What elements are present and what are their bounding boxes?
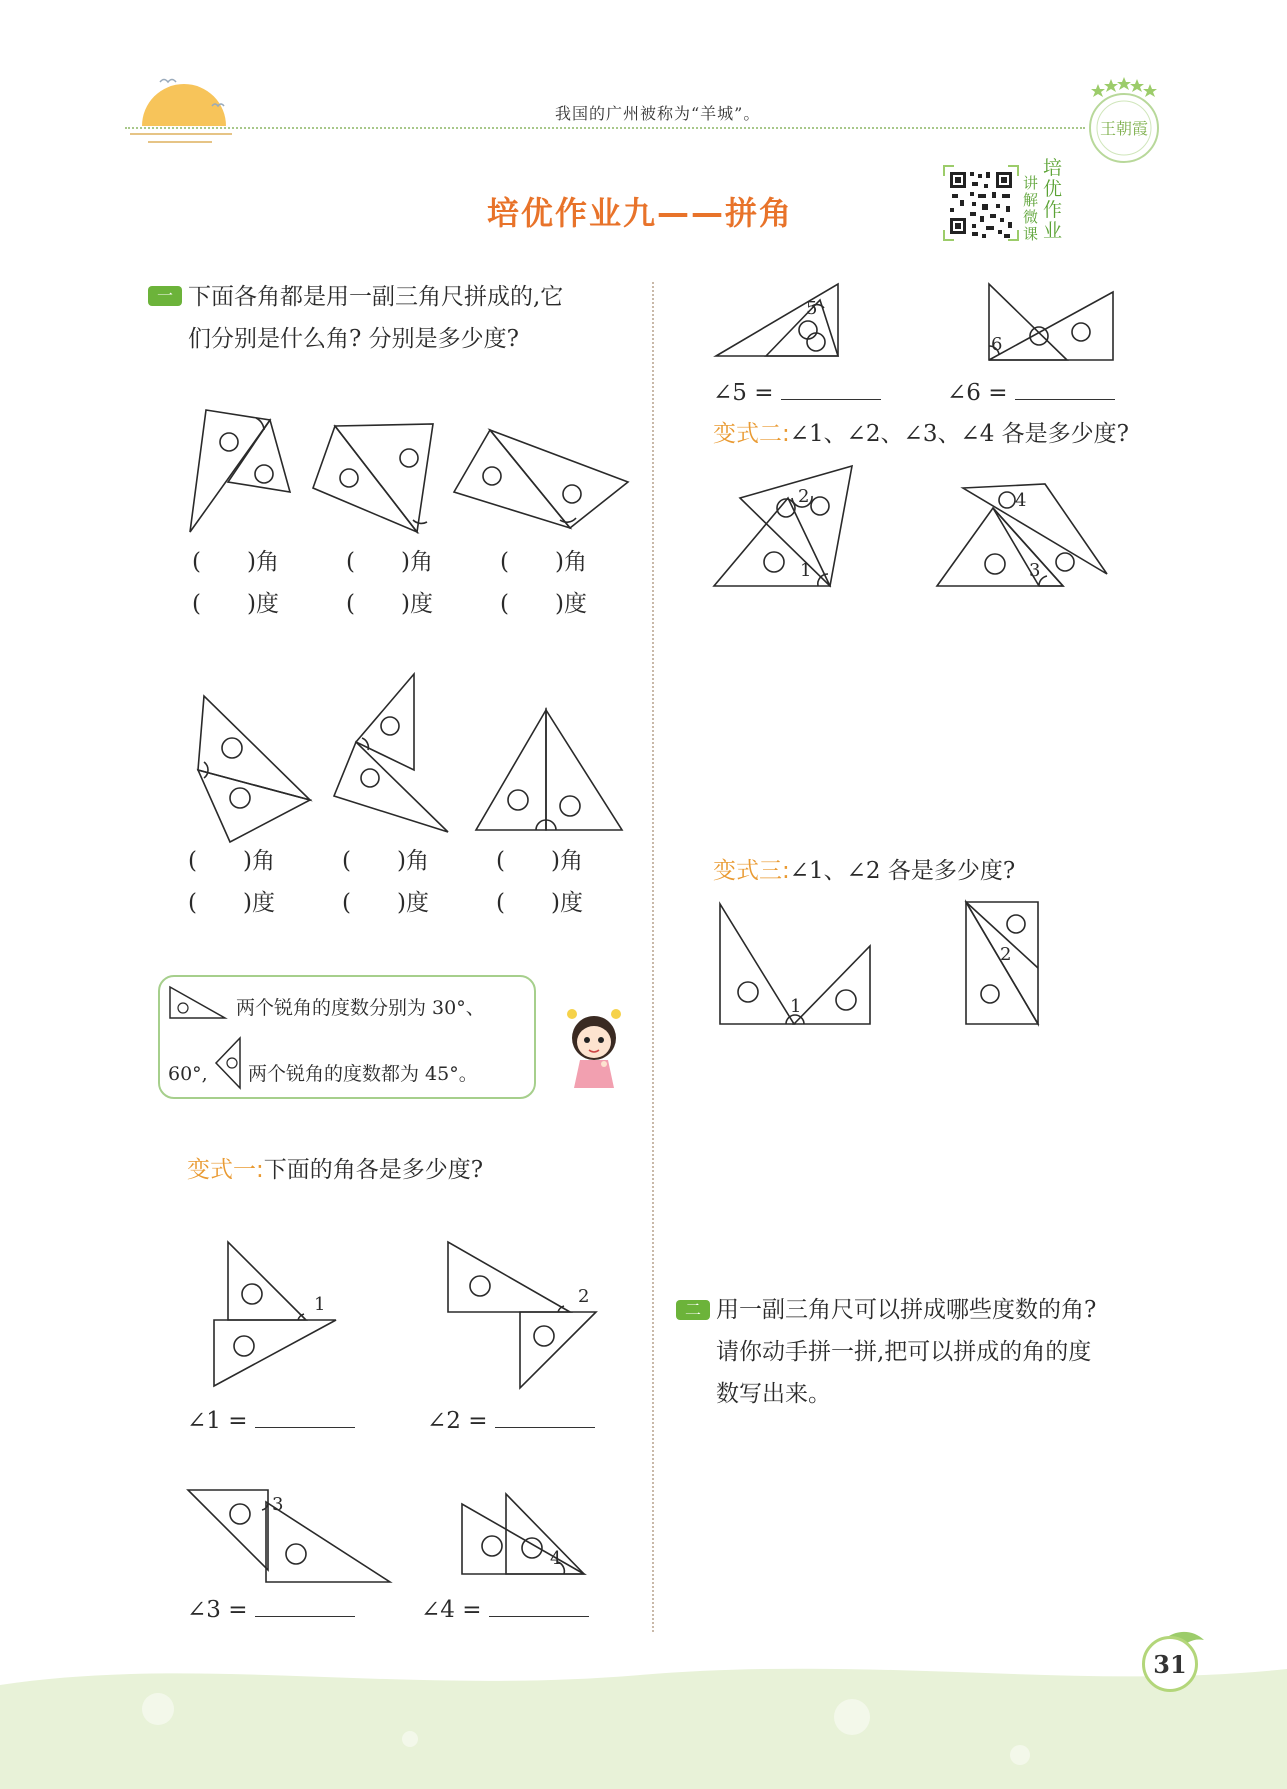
- variant-one-label: 变式一:: [187, 1157, 264, 1183]
- section-one-question-line1: 下面各角都是用一副三角尺拼成的,它: [188, 284, 564, 310]
- section-two-line1: 用一副三角尺可以拼成哪些度数的角?: [716, 1297, 1097, 1323]
- hint-text-line2-prefix: 60°,: [168, 1063, 208, 1085]
- set-square-figure-a: [180, 400, 300, 540]
- variant-one-figure-2: [446, 1238, 606, 1393]
- 30-60-triangle-icon: [167, 984, 229, 1022]
- variant-three-figure-left: [716, 900, 876, 1028]
- answer-angle-type-4[interactable]: ( )角: [188, 848, 275, 874]
- header-fact-text: 我国的广州被称为“羊城”。: [555, 104, 761, 123]
- variant-one-answer-2[interactable]: ∠2 =: [427, 1410, 595, 1433]
- header-divider: [125, 127, 1085, 129]
- svg-text:5: 5: [806, 298, 818, 319]
- svg-text:王朝霞: 王朝霞: [1099, 119, 1149, 138]
- variant-three-question: ∠1、∠2 各是多少度?: [789, 858, 1016, 884]
- answer-angle-type-3[interactable]: ( )角: [500, 549, 587, 575]
- variant-two-heading: [713, 423, 1129, 446]
- footer-wave-band: [0, 1655, 1287, 1789]
- hint-text-line2-suffix: 两个锐角的度数都为 45°。: [248, 1063, 478, 1085]
- answer-degree-5[interactable]: ( )度: [342, 890, 429, 916]
- section-two-line3: 数写出来。: [716, 1381, 831, 1407]
- svg-text:3: 3: [1029, 560, 1041, 581]
- svg-text:1: 1: [790, 996, 802, 1017]
- set-square-figure-c: [450, 420, 635, 535]
- variant-two-figure-right: [935, 480, 1115, 590]
- section-two-badge: 二: [676, 1300, 710, 1320]
- angle-6-answer[interactable]: ∠6 =: [947, 382, 1115, 405]
- qr-caption-secondary: 讲解微课: [1023, 174, 1039, 243]
- section-two-line2: 请你动手拼一拼,把可以拼成的角的度: [716, 1339, 1092, 1365]
- variant-one-figure-3: [186, 1486, 396, 1586]
- svg-text:2: 2: [1000, 944, 1012, 965]
- page-number: 31: [1142, 1636, 1198, 1692]
- answer-degree-2[interactable]: ( )度: [346, 591, 433, 617]
- answer-angle-type-6[interactable]: ( )角: [496, 848, 583, 874]
- section-one-question-line2: 们分别是什么角? 分别是多少度?: [188, 326, 519, 352]
- publisher-seal-logo: [1078, 74, 1170, 166]
- angle-5-answer[interactable]: ∠5 =: [713, 382, 881, 405]
- column-divider: [652, 282, 654, 1632]
- angle-5-figure: [712, 280, 844, 362]
- hint-text-line1: 两个锐角的度数分别为 30°、: [236, 997, 485, 1019]
- svg-text:1: 1: [800, 560, 812, 581]
- variant-three-label: 变式三:: [713, 858, 790, 884]
- set-square-figure-b: [305, 410, 445, 540]
- svg-text:3: 3: [272, 1494, 284, 1515]
- page-title: 培优作业九——拼角: [487, 194, 794, 232]
- answer-degree-6[interactable]: ( )度: [496, 890, 583, 916]
- set-square-figure-e: [330, 670, 460, 840]
- answer-degree-4[interactable]: ( )度: [188, 890, 275, 916]
- variant-three-heading: [713, 860, 1015, 883]
- variant-one-heading: [187, 1159, 483, 1182]
- svg-text:6: 6: [991, 334, 1003, 355]
- variant-two-figure-left: [712, 462, 860, 590]
- variant-one-figure-4: [458, 1490, 598, 1580]
- qr-code-icon[interactable]: [942, 164, 1020, 242]
- svg-text:4: 4: [1015, 490, 1027, 511]
- answer-angle-type-5[interactable]: ( )角: [342, 848, 429, 874]
- svg-text:1: 1: [314, 1294, 326, 1315]
- section-one-badge: 一: [148, 286, 182, 306]
- variant-two-question: ∠1、∠2、∠3、∠4 各是多少度?: [789, 421, 1130, 447]
- angle-6-figure: [985, 280, 1117, 366]
- variant-one-answer-3[interactable]: ∠3 =: [187, 1599, 355, 1622]
- svg-text:2: 2: [578, 1286, 590, 1307]
- variant-two-label: 变式二:: [713, 421, 790, 447]
- variant-three-figure-right: [962, 898, 1042, 1028]
- answer-degree-3[interactable]: ( )度: [500, 591, 587, 617]
- answer-angle-type-1[interactable]: ( )角: [192, 549, 279, 575]
- answer-degree-1[interactable]: ( )度: [192, 591, 279, 617]
- set-square-figure-d: [190, 690, 320, 850]
- qr-caption-primary: 培优作业: [1043, 157, 1063, 242]
- set-square-figure-f: [472, 706, 627, 836]
- sunrise-illustration: [120, 62, 240, 152]
- variant-one-figure-1: [210, 1238, 350, 1388]
- answer-angle-type-2[interactable]: ( )角: [346, 549, 433, 575]
- svg-text:2: 2: [798, 486, 810, 507]
- svg-text:4: 4: [550, 1548, 562, 1569]
- variant-one-answer-4[interactable]: ∠4 =: [421, 1599, 589, 1622]
- 45-45-triangle-icon: [214, 1036, 244, 1090]
- variant-one-question: 下面的角各是多少度?: [263, 1157, 484, 1183]
- cartoon-girl-illustration: [558, 1002, 630, 1092]
- variant-one-answer-1[interactable]: ∠1 =: [187, 1410, 355, 1433]
